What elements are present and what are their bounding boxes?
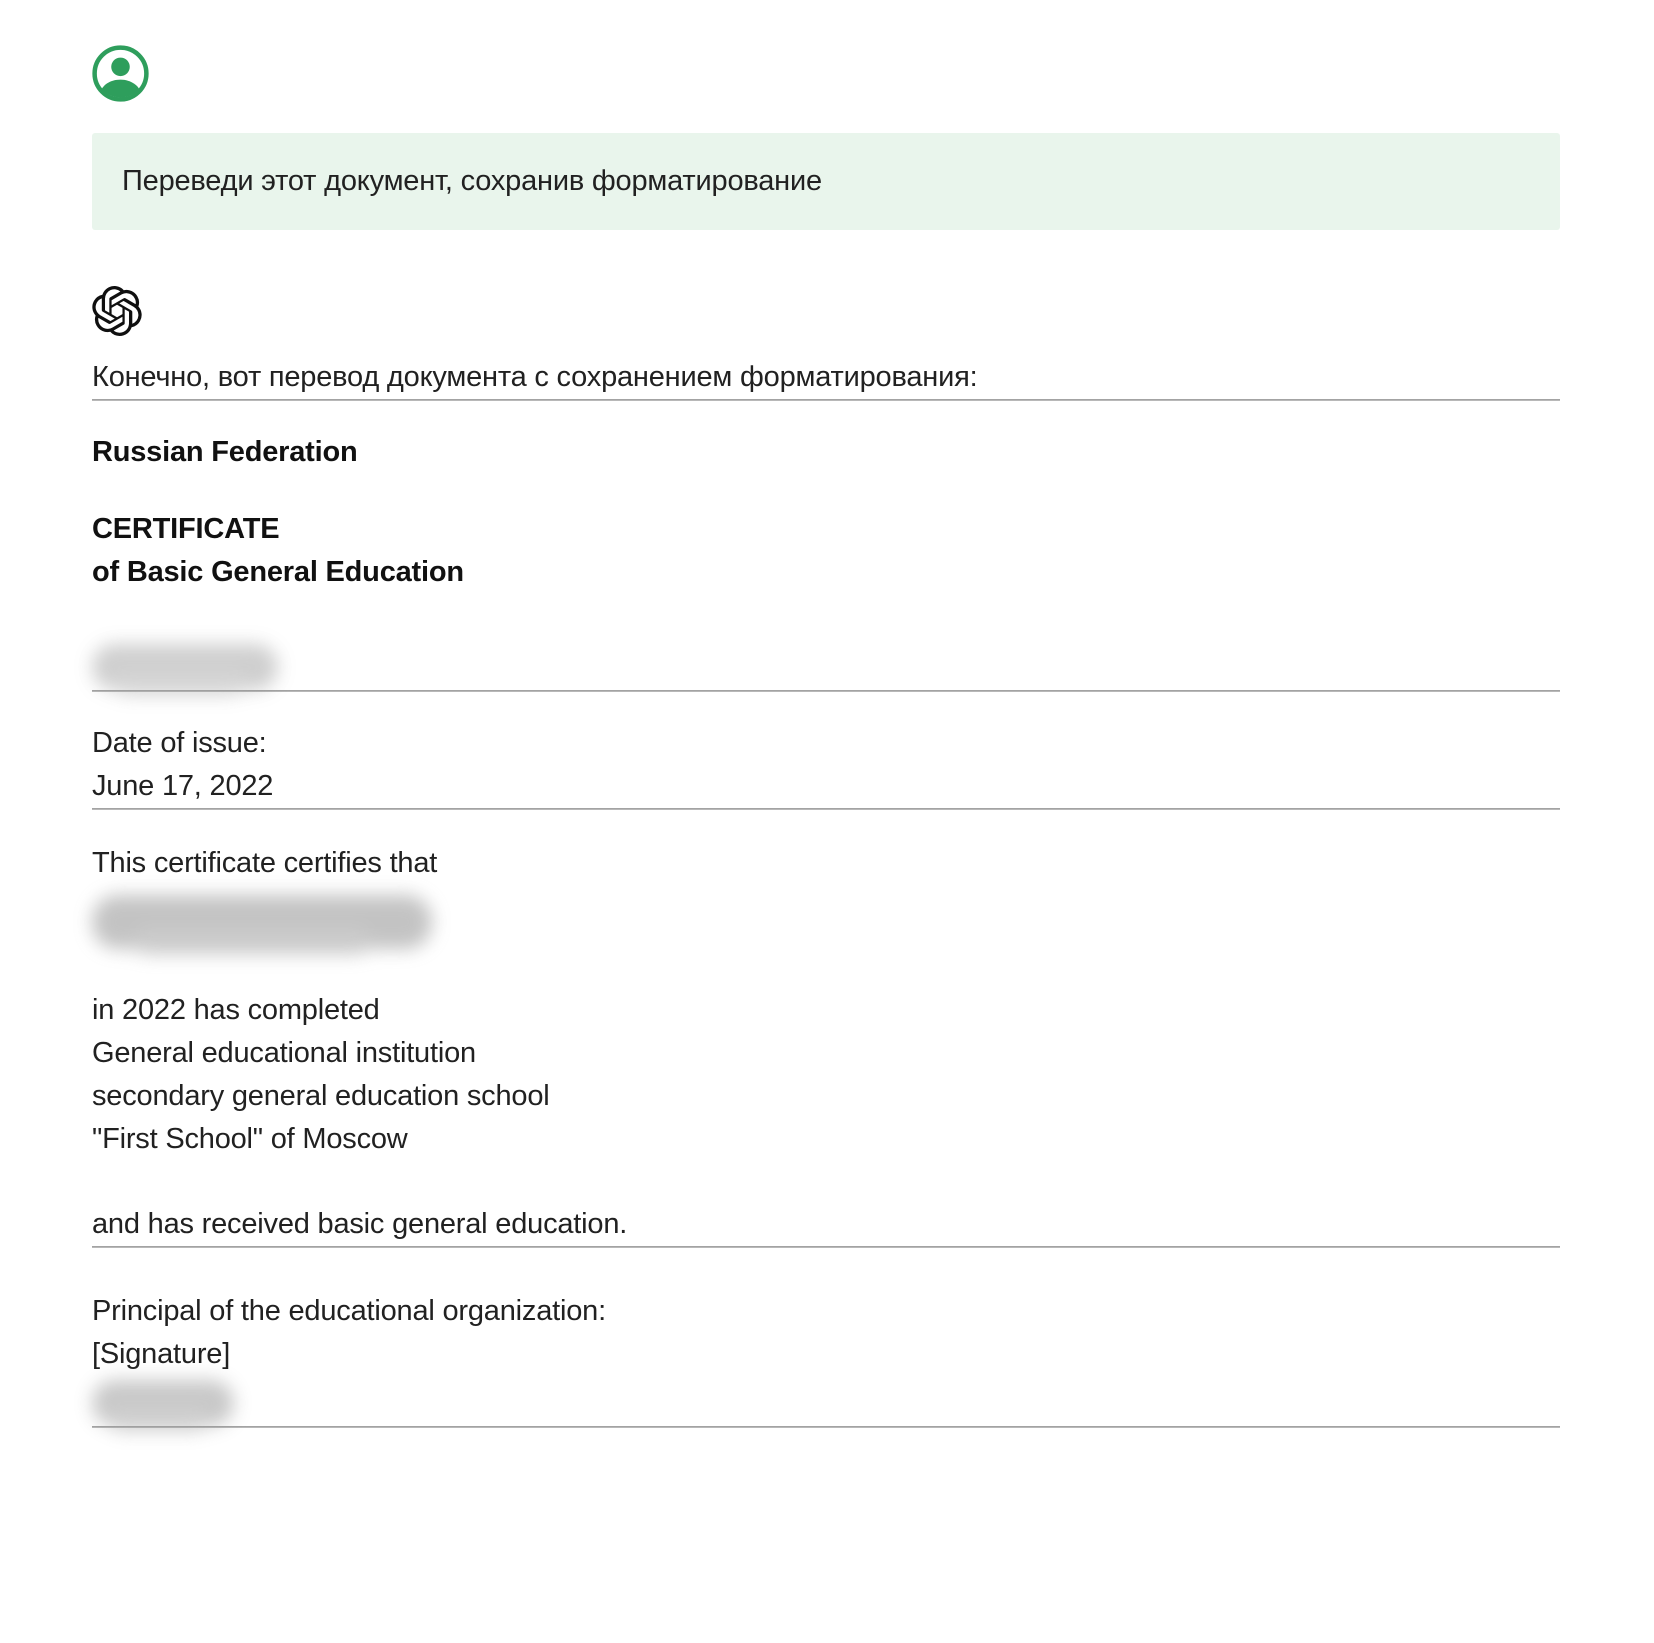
redacted-principal-name [92, 1380, 234, 1426]
doc-certificate-title [92, 508, 1560, 594]
doc-date-value: June 17, 2022 [92, 770, 274, 802]
divider [92, 1246, 1560, 1248]
redacted-student-name [92, 895, 432, 949]
doc-completed-line: General educational institution [92, 1037, 476, 1069]
doc-principal-block [92, 1290, 1560, 1376]
assistant-intro-text: Конечно, вот перевод документа с сохранением форматирования: [92, 361, 978, 393]
doc-date-block [92, 722, 1560, 808]
assistant-turn [92, 286, 1560, 1428]
doc-signature-placeholder: [Signature] [92, 1338, 231, 1370]
redacted-certificate-number [92, 644, 278, 690]
divider [92, 399, 1560, 401]
doc-completed-line: "First School" of Moscow [92, 1123, 408, 1155]
doc-received-text: and has received basic general education. [92, 1208, 628, 1240]
doc-date-label: Date of issue: [92, 727, 267, 759]
doc-completed-block [92, 989, 1560, 1161]
divider [92, 690, 1560, 692]
openai-logo-icon [92, 286, 142, 336]
doc-completed-line: secondary general education school [92, 1080, 550, 1112]
doc-title-line1: CERTIFICATE [92, 513, 280, 545]
user-message-bubble [92, 133, 1560, 230]
doc-country: Russian Federation [92, 436, 358, 468]
user-message-text: Переведи этот документ, сохранив форматирование [122, 165, 822, 197]
divider [92, 808, 1560, 810]
doc-certifies-text: This certificate certifies that [92, 847, 438, 879]
doc-title-line2: of Basic General Education [92, 556, 464, 588]
divider [92, 1426, 1560, 1428]
user-avatar-icon [92, 45, 149, 102]
user-turn [92, 45, 1560, 230]
doc-completed-line: in 2022 has completed [92, 994, 380, 1026]
doc-principal-label: Principal of the educational organization: [92, 1295, 606, 1327]
